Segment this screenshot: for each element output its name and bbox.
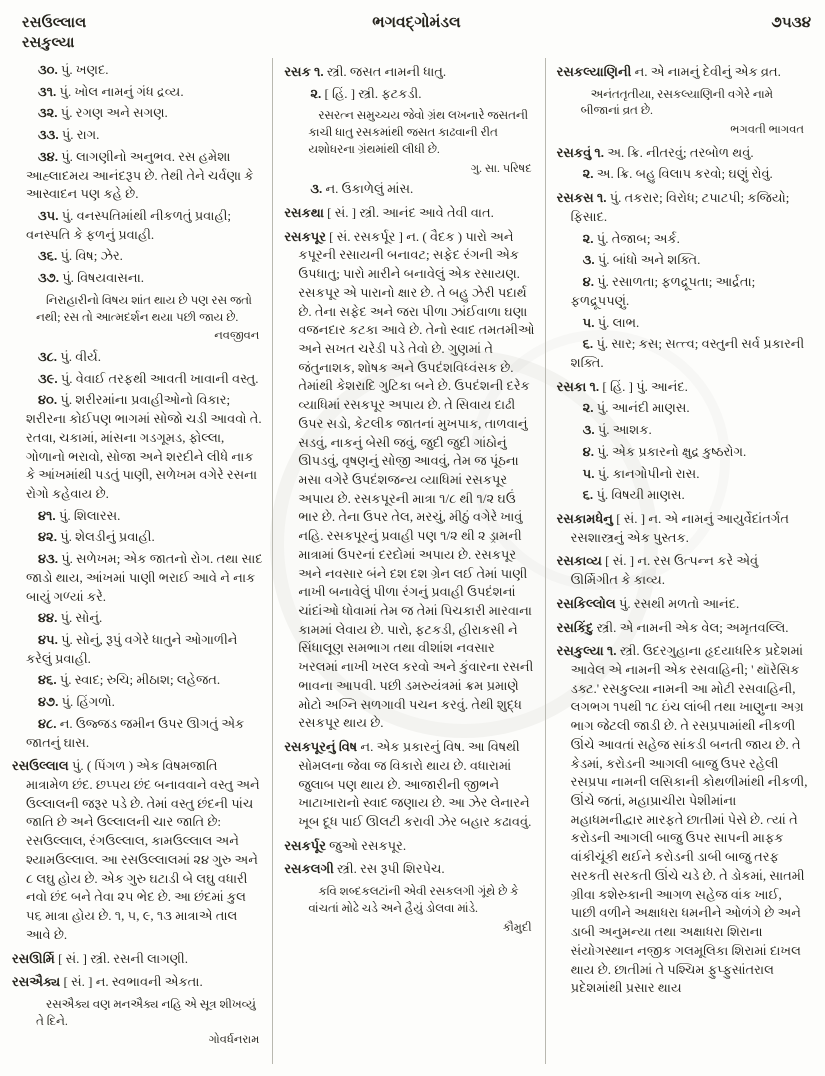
sense-line: ૩. ન. ઉકાળેલું માંસ.	[310, 181, 414, 197]
sense-line: ૩૪. પું. લાગણીનો અનુભવ. રસ હમેશા આહ્લાદમય આનંદરૂપ છે. તેથી તેને ચર્વણા કે આસ્વાદન પણ કહે છે.	[26, 148, 254, 202]
dictionary-entry: રસઉલ્લાલ પું. ( પિંગળ ) એક વિષમજાતિ માત્રામેળ છંદ. છપ્પય છંદ બનાવવાને વસ્તુ અને ઉલ્લાલની જરૂર પડે છે. તેમાં વસ્તુ છંદની પાંચ જાતિ છે અને ઉલ્લાલની ચાર જાતિ છે: રસઉલ્લાલ, રંગઉલ્લાલ, કામઉલ્લાલ અને શ્યામઉલ્લાલ. આ રસઉલ્લાલમાં ૨૪ ગુરુ અને ૮ લઘુ હોય છે. એક ગુરુ ઘટાડી બે લઘુ વધારી નવો છંદ બને તેવા ૨૫ ભેદ છે. આ છંદમાં કુલ ૫૬ માત્રા હોય છે. ૧, ૫, ૯, ૧૩ માત્રાએ તાલ આવે છે.	[12, 758, 260, 942]
sense-number: ૪.	[582, 443, 594, 459]
sense-number: ૩૦.	[38, 62, 58, 77]
column-2	[272, 58, 544, 1064]
quotation: અનંતતૃતીયા, રસકલ્યાણિની વગેરે નામે બીજાનાં વ્રત છે.	[580, 86, 773, 118]
dictionary-entry: રસકા ૧. [ હિં. ] પું. આનંદ.	[556, 378, 688, 394]
dictionary-entry: રસકપૂરનું વિષ ન. એક પ્રકારનું વિષ. આ વિષથી સોમલના જેવા જ વિકારો થાય છે. વધારામાં જુલાબ પણ થાય છે. આજારીની જીભને ખાટાખારાનો સ્વાદ જણાય છે. આ ઝેર લેનારને ખૂબ દૂધ પાઈ ઊલટી કરાવી ઝેર બહાર કઢાવવું.	[284, 739, 532, 829]
sense-line: ૫. પું. કાનગોપીનો રાસ.	[582, 465, 700, 481]
sense-number: ૩૭.	[38, 270, 59, 286]
sense-line: ૪૮. ન. ઉજ્જડ જમીન ઉપર ઊગતું એક જાતનું ઘાસ.	[26, 715, 245, 750]
sense-number: ૪૮.	[38, 715, 57, 731]
book-title: ભગવદ્ગોમંડલ	[372, 14, 461, 31]
headword: રસકામધેનુ	[556, 510, 613, 526]
sense-number: ૪૨.	[38, 529, 57, 545]
sense-number: ૪૬.	[38, 672, 57, 688]
quotation: નિરાહારીનો વિષય શાંત થાય છે પણ રસ જતો નથી; રસ તો આત્મદર્શન થયા પછી જાય છે.	[36, 292, 252, 324]
sense-number: ૫.	[582, 465, 595, 481]
sense-line: ૫. પું. લાભ.	[582, 314, 640, 330]
sense-line: ૪. પું. એક પ્રકારનો ક્ષુદ્ર કુષ્ઠરોગ.	[582, 443, 747, 459]
dictionary-entry: રસક ૧. સ્ત્રી. જસત નામની ધાતુ.	[284, 64, 447, 79]
headword: રસઊર્મિ	[12, 950, 55, 966]
sense-line: ૪૩. પું. સળેખમ; એક જાતનો રોગ. તથા સાદ જાડો થાય, આંખમાં પાણી ભરાઈ આવે ને નાક બાયું ગળ્યાં કરે.	[26, 551, 263, 604]
sense-line: ૩૦. પું. ખણદ.	[38, 62, 109, 77]
sense-line: ૬. પું. સાર; કસ; સત્ત્વ; વસ્તુની સર્વ પ્રકારની શક્તિ.	[570, 336, 805, 370]
source-attribution: નવજીવન	[214, 330, 260, 343]
sense-number: ૬.	[582, 336, 594, 352]
sense-number: ૪૧.	[38, 507, 56, 523]
sense-number: ૪૦.	[38, 392, 58, 408]
source-attribution: ગોવર્ધનરામ	[208, 1034, 260, 1047]
headword: રસકા ૧.	[556, 378, 600, 394]
sense-line: ૨. અ. ક્રિ. બહુ વિલાપ કરવો; ઘણું રોવું.	[582, 166, 773, 182]
headword: રસકલ્યાણિની	[556, 64, 632, 79]
sense-line: ૬. પું. વિષયી માણસ.	[582, 487, 685, 503]
sense-line: ૩૭. પું. વિષયવાસના.	[38, 270, 145, 286]
sense-number: ૩૬.	[38, 248, 58, 264]
sense-number: ૩૨.	[38, 105, 58, 121]
dictionary-entry: રસઐક્ય [ સં. ] ન. સ્વભાવની એકતા.	[12, 974, 203, 990]
sense-number: ૨.	[582, 166, 594, 182]
headword: રસકિલ્લોલ	[556, 595, 616, 611]
dictionary-entry: રસઊર્મિ [ સં. ] સ્ત્રી. રસની લાગણી.	[12, 950, 188, 966]
sense-number: ૩૩.	[38, 127, 59, 143]
headword: રસકથા	[284, 204, 324, 220]
column-3	[545, 58, 817, 1064]
sense-line: ૪૧. પું. શિલારસ.	[38, 507, 121, 523]
sense-number: ૪૩.	[38, 551, 58, 567]
sense-number: ૪૪.	[38, 610, 58, 626]
dictionary-entry: રસકિંદુ સ્ત્રી. એ નામની એક વેલ; અમૃતવલ્લિ.	[556, 619, 789, 635]
headword: રસકુલ્યા ૧.	[556, 643, 617, 659]
headword: રસકસ ૧.	[556, 190, 607, 206]
sense-number: ૩૯.	[38, 370, 58, 386]
sense-number: ૩.	[582, 422, 595, 438]
sense-line: ૪. પું. રસાળતા; ફળદ્રૂપતા; આર્દ્રતા; ફળદ્રૂપપણું.	[570, 274, 756, 308]
sense-line: ૩. પું. આશક.	[582, 422, 652, 438]
sense-number: ૩૫.	[38, 208, 59, 224]
source-attribution: કૌમુદી	[502, 921, 532, 934]
dictionary-entry: રસકથા [ સં. ] સ્ત્રી. આનંદ આવે તેવી વાત.	[284, 204, 494, 220]
quotation: રસરત્ન સમુચ્ચય જેવો ગ્રંથ લખનારે જસતની કાચી ધાતુ રસકમાંથી જસત કાઢવાની રીત યશોધરના ગ્રંથમાંથી લીધી છે.	[308, 108, 529, 156]
guide-word-first: રસઉલ્લાલ	[22, 15, 87, 31]
sense-line: ૩૨. પું. રગણ અને સગણ.	[38, 105, 168, 121]
dictionary-entry: રસકલ્યાણિની ન. એ નામનું દેવીનું એક વ્રત.	[556, 64, 781, 79]
headword: રસક ૧.	[284, 64, 324, 79]
sense-number: ૩.	[310, 181, 323, 197]
sense-line: ૨. પું. તેજાબ; અર્ક.	[582, 230, 680, 246]
dictionary-entry: રસકુલ્યા ૧. સ્ત્રી. ઉદરગુહાના હૃદયાધરિક પ્રદેશમાં આવેલ એ નામની એક રસવાહિની; ' થૉરેસિક ડક્ટ.' રસકુલ્યા નામની આ મોટી રસવાહિની, લગભગ ૧૫થી ૧૮ ઇંચ લાંબી તથા ખાણુના અગ્ર ભાગ જેટલી જાડી છે. તે રસપ્રપામાંથી નીકળી ઊંચે આવતાં સહેજ સાંકડી બનતી જાય છે. તે કેડમાં, કરોડની આગલી બાજુ ઉપર રહેલી રસપ્રપા નામની લસિકાની કોથળીમાંથી નીકળી, ઊંચે જતાં, મહાપ્રાચીરા પેશીમાંના મહાધમનીદ્વાર મારફતે છાતીમાં પેસે છે. ત્યાં તે કરોડની આગલી બાજુ ઉપર સાપની માફક વાંકીચૂંકી થઈને કરોડની ડાબી બાજુ તરફ સરકતી સરકતી ઊંચે ચડે છે. તે ડોકમાં, સાતમી ગ્રીવા કશેરુકાની આગળ સહેજ વાંક ખાઈ, પાછી વળીને અક્ષાધરા ધમનીને ઓળંગે છે અને ડાબી અનુમન્યા તથા અક્ષાધરા શિરાના સંયોગસ્થાન નજીક ગલમૂલિકા શિરામાં દાખલ થાય છે. છાતીમાં તે પશ્ચિમ ફુપ્ફુસાંતરાલ પ્રદેશમાંથી પ્રસાર થાય	[556, 643, 808, 996]
sense-number: ૩.	[582, 252, 595, 268]
source-attribution: ભગવતી ભાગવત	[730, 124, 804, 137]
headword: રસકાવ્ય	[556, 553, 602, 569]
sense-line: ૪૭. પું. હિંગળો.	[38, 694, 115, 710]
sense-line: ૩. પું. બાંધો અને શક્તિ.	[582, 252, 701, 268]
sense-line: ૩૧. પું. ખોલ નામનું ગંધ દ્રવ્ય.	[38, 83, 184, 99]
sense-number: ૩૧.	[38, 83, 57, 99]
sense-number: ૫.	[582, 314, 595, 330]
dictionary-entry: રસકર્પૂર જુઓ રસકપૂર.	[284, 837, 407, 853]
sense-number: ૨.	[582, 400, 594, 416]
sense-number: ૩૪.	[38, 148, 58, 164]
sense-number: ૨.	[310, 85, 322, 101]
source-attribution: ગુ. સા. પરિષદ	[470, 162, 532, 175]
sense-line: ૪૨. પું. શેલડીનું પ્રવાહી.	[38, 529, 155, 545]
guide-word-last: રસકુલ્યા	[22, 35, 75, 51]
headword: રસકપૂરનું વિષ	[284, 739, 358, 755]
sense-number: ૪.	[582, 274, 594, 290]
sense-number: ૪૭.	[38, 694, 59, 710]
page-number: ૭૫૩૪	[771, 15, 811, 31]
sense-line: ૩૫. પું. વનસ્પતિમાંથી નીકળતું પ્રવાહી; વનસ્પતિ કે ફળનું પ્રવાહી.	[26, 208, 232, 242]
sense-line: ૪૦. પું. શરીરમાંના પ્રવાહીઓનો વિકાર; શરીરના કોઈપણ ભાગમાં સોજો ચડી આવવો તે. રતવા, ચકામાં, માંસના ગડગૂમડ, ફોલ્લા, ગોળાનો ભરાવો, સોજા અને શરદીને લીધે નાક કે આંખમાંથી પડતું પાણી, સળેખમ વગેરે રસના રોગો કહેવાય છે.	[26, 392, 262, 501]
sense-line: ૩૬. પું. વિષ; ઝેર.	[38, 248, 123, 264]
sense-line: ૪૬. પું. સ્વાદ; રુચિ; મીઠાશ; લહેજત.	[38, 672, 221, 688]
headword: રસકપૂર	[284, 228, 326, 244]
headword: રસકિંદુ	[556, 619, 594, 635]
sense-number: ૩૮.	[38, 348, 58, 364]
dictionary-entry: રસકામધેનુ [ સં. ] ન. એ નામનું આયુર્વેદાંતર્ગત રસશાસ્ત્રનું એક પુસ્તક.	[556, 510, 789, 545]
column-1	[10, 58, 272, 1064]
dictionary-entry: રસકવું ૧. અ. ક્રિ. નીતરવું; તરબોળ થવું.	[556, 144, 754, 160]
headword: રસકર્પૂર	[284, 837, 326, 853]
sense-line: ૨. પું. આનંદી માણસ.	[582, 400, 690, 416]
text-columns	[10, 58, 817, 1064]
dictionary-entry: રસકપૂર [ સં. રસકર્પૂર ] ન. ( વૈદક ) પારો અને કપૂરની રસાયની બનાવટ; સફેદ રંગની એક ઉપધાતુ; પારો મારીને બનાવેલું એક રસાયણ. રસકપૂર એ પારાનો ક્ષાર છે. તે બહુ ઝેરી પદાર્થ છે. તેના સફેદ અને જરા પીળા ઝાંઈવાળા ઘણા વજનદાર કટકા આવે છે. તેનો સ્વાદ તમતમીઓ અને સખત ચરેડી પડે તેવો છે. ગુણમાં તે જંતુનાશક, શોષક અને ઉપદંશવિધ્વંસક છે. તેમાંથી કેશરાદિ ગુટિકા બને છે. ઉપદંશની દરેક વ્યાધિમાં રસકપૂર અપાય છે. તે સિવાય દાઢી ઉપર સડો, કેટલીક જાતનાં મુખપાક, તાળવાનું સડવું, નાકનું બેસી જવું, જુદી જુદી ગાંઠોનું ઊપડવું, વૃષણનું સોજી આવવું, તેમ જ પૂંઠના મસા વગેરે ઉપદંશજન્ય વ્યાધિમાં રસકપૂર અપાય છે. રસકપૂરની માત્રા ૧/૮ થી ૧/૨ ઘઉં ભાર છે. તેના ઉપર તેલ, મરચું, મીઠું વગેરે ખાવું નહિ. રસકપૂરનું પ્રવાહી પણ ૧/૨ થી ૨ ડ્રામની માત્રામાં ઉપરનાં દરદોમાં અપાય છે. રસકપૂર અને નવસાર બંને દશ દશ ગ્રેન લઈ તેમાં પાણી નાખી બનાવેલું પીળા રંગનું પ્રવાહી ઉપદંશનાં ચાંદાંઓ ધોવામાં તેમ જ તેમાં પિચકારી મારવાના કામમાં લેવાય છે. પારો, ફટકડી, હીરાકસી ને સિંધાલૂણ સમભાગ તથા વીશાંશ નવસાર ખરલમાં નાખી ખરલ કરવો અને કુંવારના રસની ભાવના આપવી. પછી ડમરુયંત્રમાં ક્રમ પ્રમાણે મોટો અગ્નિ સળગાવી પચન કરવું. તેથી શુદ્ધ રસકપૂર થાય છે.	[284, 228, 535, 731]
sense-line: ૨. [ હિં. ] સ્ત્રી. ફટકડી.	[310, 85, 422, 101]
dictionary-entry: રસકલગી સ્ત્રી. રસ રૂપી શિરપેચ.	[284, 861, 445, 877]
sense-line: ૩૮. પું. વીર્ય.	[38, 348, 101, 364]
sense-number: ૨.	[582, 230, 594, 246]
dictionary-entry: રસકિલ્લોલ પું. રસથી મળતો આનંદ.	[556, 595, 740, 611]
dictionary-entry: રસકસ ૧. પું. તકરાર; વિરોધ; ટપાટપી; કજિયો; ફિસાદ.	[556, 190, 790, 224]
page-header	[0, 0, 825, 32]
quotation: કવિ શબ્દકલટાંની એવી રસકલગી ગૂંથે છે કે વાંચતાં મોઢે ચડે અને હૈયું ડોલવા માંડે.	[308, 884, 519, 915]
sense-line: ૩૩. પું. રાગ.	[38, 127, 100, 143]
headword: રસઐક્ય	[12, 974, 61, 990]
dictionary-entry: રસકાવ્ય [ સં. ] ન. રસ ઉત્પન્ન કરે એવું ઊર્મિગીત કે કાવ્ય.	[556, 553, 759, 588]
sense-line: ૪૪. પું. સોનું.	[38, 610, 103, 626]
headword: રસકલગી	[284, 861, 334, 877]
quotation: રસઐક્ય વણ મનઐક્ય નહિ એ સૂત્ર શીખવ્યું તે દિને.	[36, 996, 256, 1028]
headword: રસકવું ૧.	[556, 144, 605, 160]
sense-line: ૩૯. પું. વેવાઈ તરફથી આવતી ખાવાની વસ્તુ.	[38, 370, 259, 386]
sense-number: ૬.	[582, 487, 594, 503]
sense-number: ૪૫.	[38, 632, 58, 648]
sense-line: ૪૫. પું. સોનું, રૂપું વગેરે ધાતુને ઓગાળીને કરેલું પ્રવાહી.	[26, 632, 238, 666]
headword: રસઉલ્લાલ	[12, 758, 69, 774]
